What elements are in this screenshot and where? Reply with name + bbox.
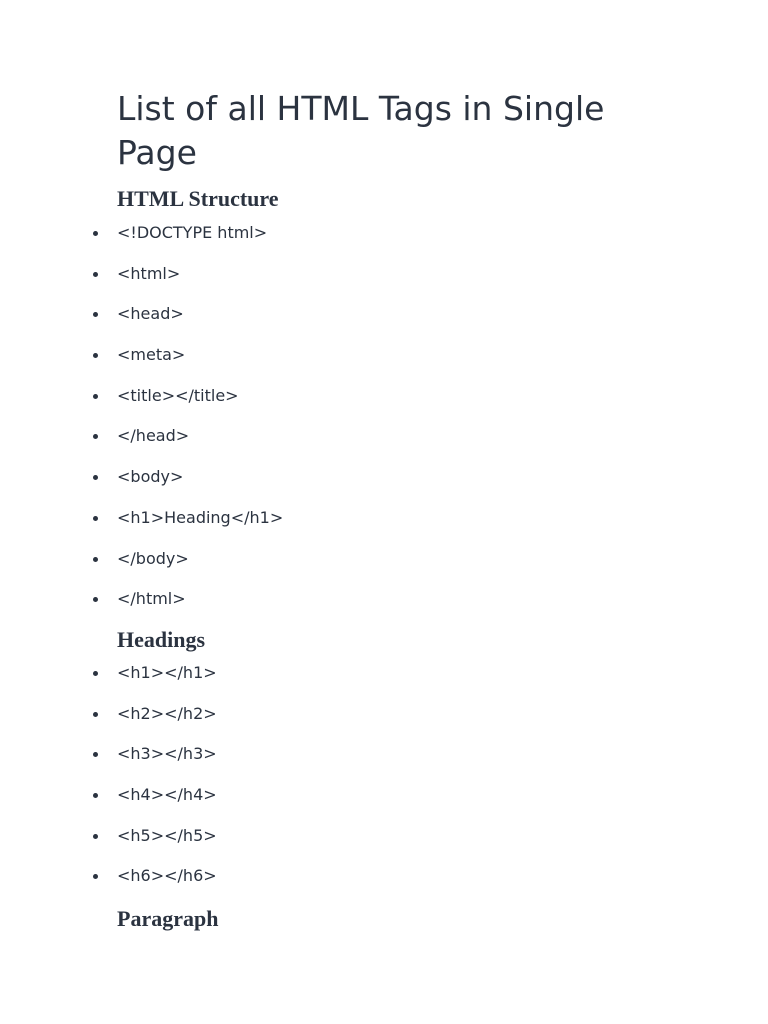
list-item (117, 344, 283, 385)
section-heading-paragraph: Paragraph (117, 906, 219, 931)
bullet-icon (93, 597, 98, 602)
bullet-icon (93, 394, 98, 399)
list-item (117, 222, 283, 263)
bullet-icon (93, 671, 98, 676)
list-item-text: <h3></h3> (117, 744, 217, 764)
list-item (117, 548, 283, 589)
section-heading-headings: Headings (117, 627, 206, 652)
list-item (117, 385, 283, 426)
list-item (117, 303, 283, 344)
list-item-text: <!DOCTYPE html> (117, 223, 268, 242)
list-item-text: <title></title> (117, 385, 239, 405)
list-item-text: <h4></h4> (117, 785, 217, 805)
bullet-icon (93, 312, 98, 317)
list-item (117, 263, 283, 304)
section-heading-html-structure: HTML Structure (117, 186, 279, 211)
list-item-text: <h6></h6> (117, 866, 217, 886)
list-item (117, 825, 217, 866)
list-item-text: <h1></h1> (117, 663, 217, 682)
bullet-icon (93, 557, 98, 562)
list-item (117, 425, 283, 466)
page-title: List of all HTML Tags in Single Page (117, 89, 605, 172)
list-item-text: <meta> (117, 345, 186, 365)
bullet-icon (93, 353, 98, 358)
list-item (117, 784, 217, 825)
list-item-text: <body> (117, 467, 184, 487)
html-structure-list (117, 222, 283, 629)
list-item-text: <h5></h5> (117, 825, 217, 845)
list-item (117, 662, 217, 703)
list-item (117, 588, 283, 629)
list-item (117, 743, 217, 784)
bullet-icon (93, 434, 98, 439)
bullet-icon (93, 272, 98, 277)
bullet-icon (93, 834, 98, 839)
bullet-icon (93, 475, 98, 480)
bullet-icon (93, 874, 98, 879)
list-item-text: </head> (117, 426, 190, 446)
list-item-text: <h2></h2> (117, 703, 217, 723)
list-item-text: </html> (117, 589, 186, 609)
list-item-text: <h1>Heading</h1> (117, 507, 284, 527)
bullet-icon (93, 231, 98, 236)
list-item (117, 507, 283, 548)
list-item-text: </body> (117, 548, 189, 568)
bullet-icon (93, 516, 98, 521)
headings-list (117, 662, 217, 906)
bullet-icon (93, 752, 98, 757)
bullet-icon (93, 712, 98, 717)
list-item (117, 865, 217, 906)
list-item (117, 466, 283, 507)
list-item-text: <html> (117, 263, 181, 283)
list-item-text: <head> (117, 304, 184, 324)
list-item (117, 703, 217, 744)
bullet-icon (93, 793, 98, 798)
